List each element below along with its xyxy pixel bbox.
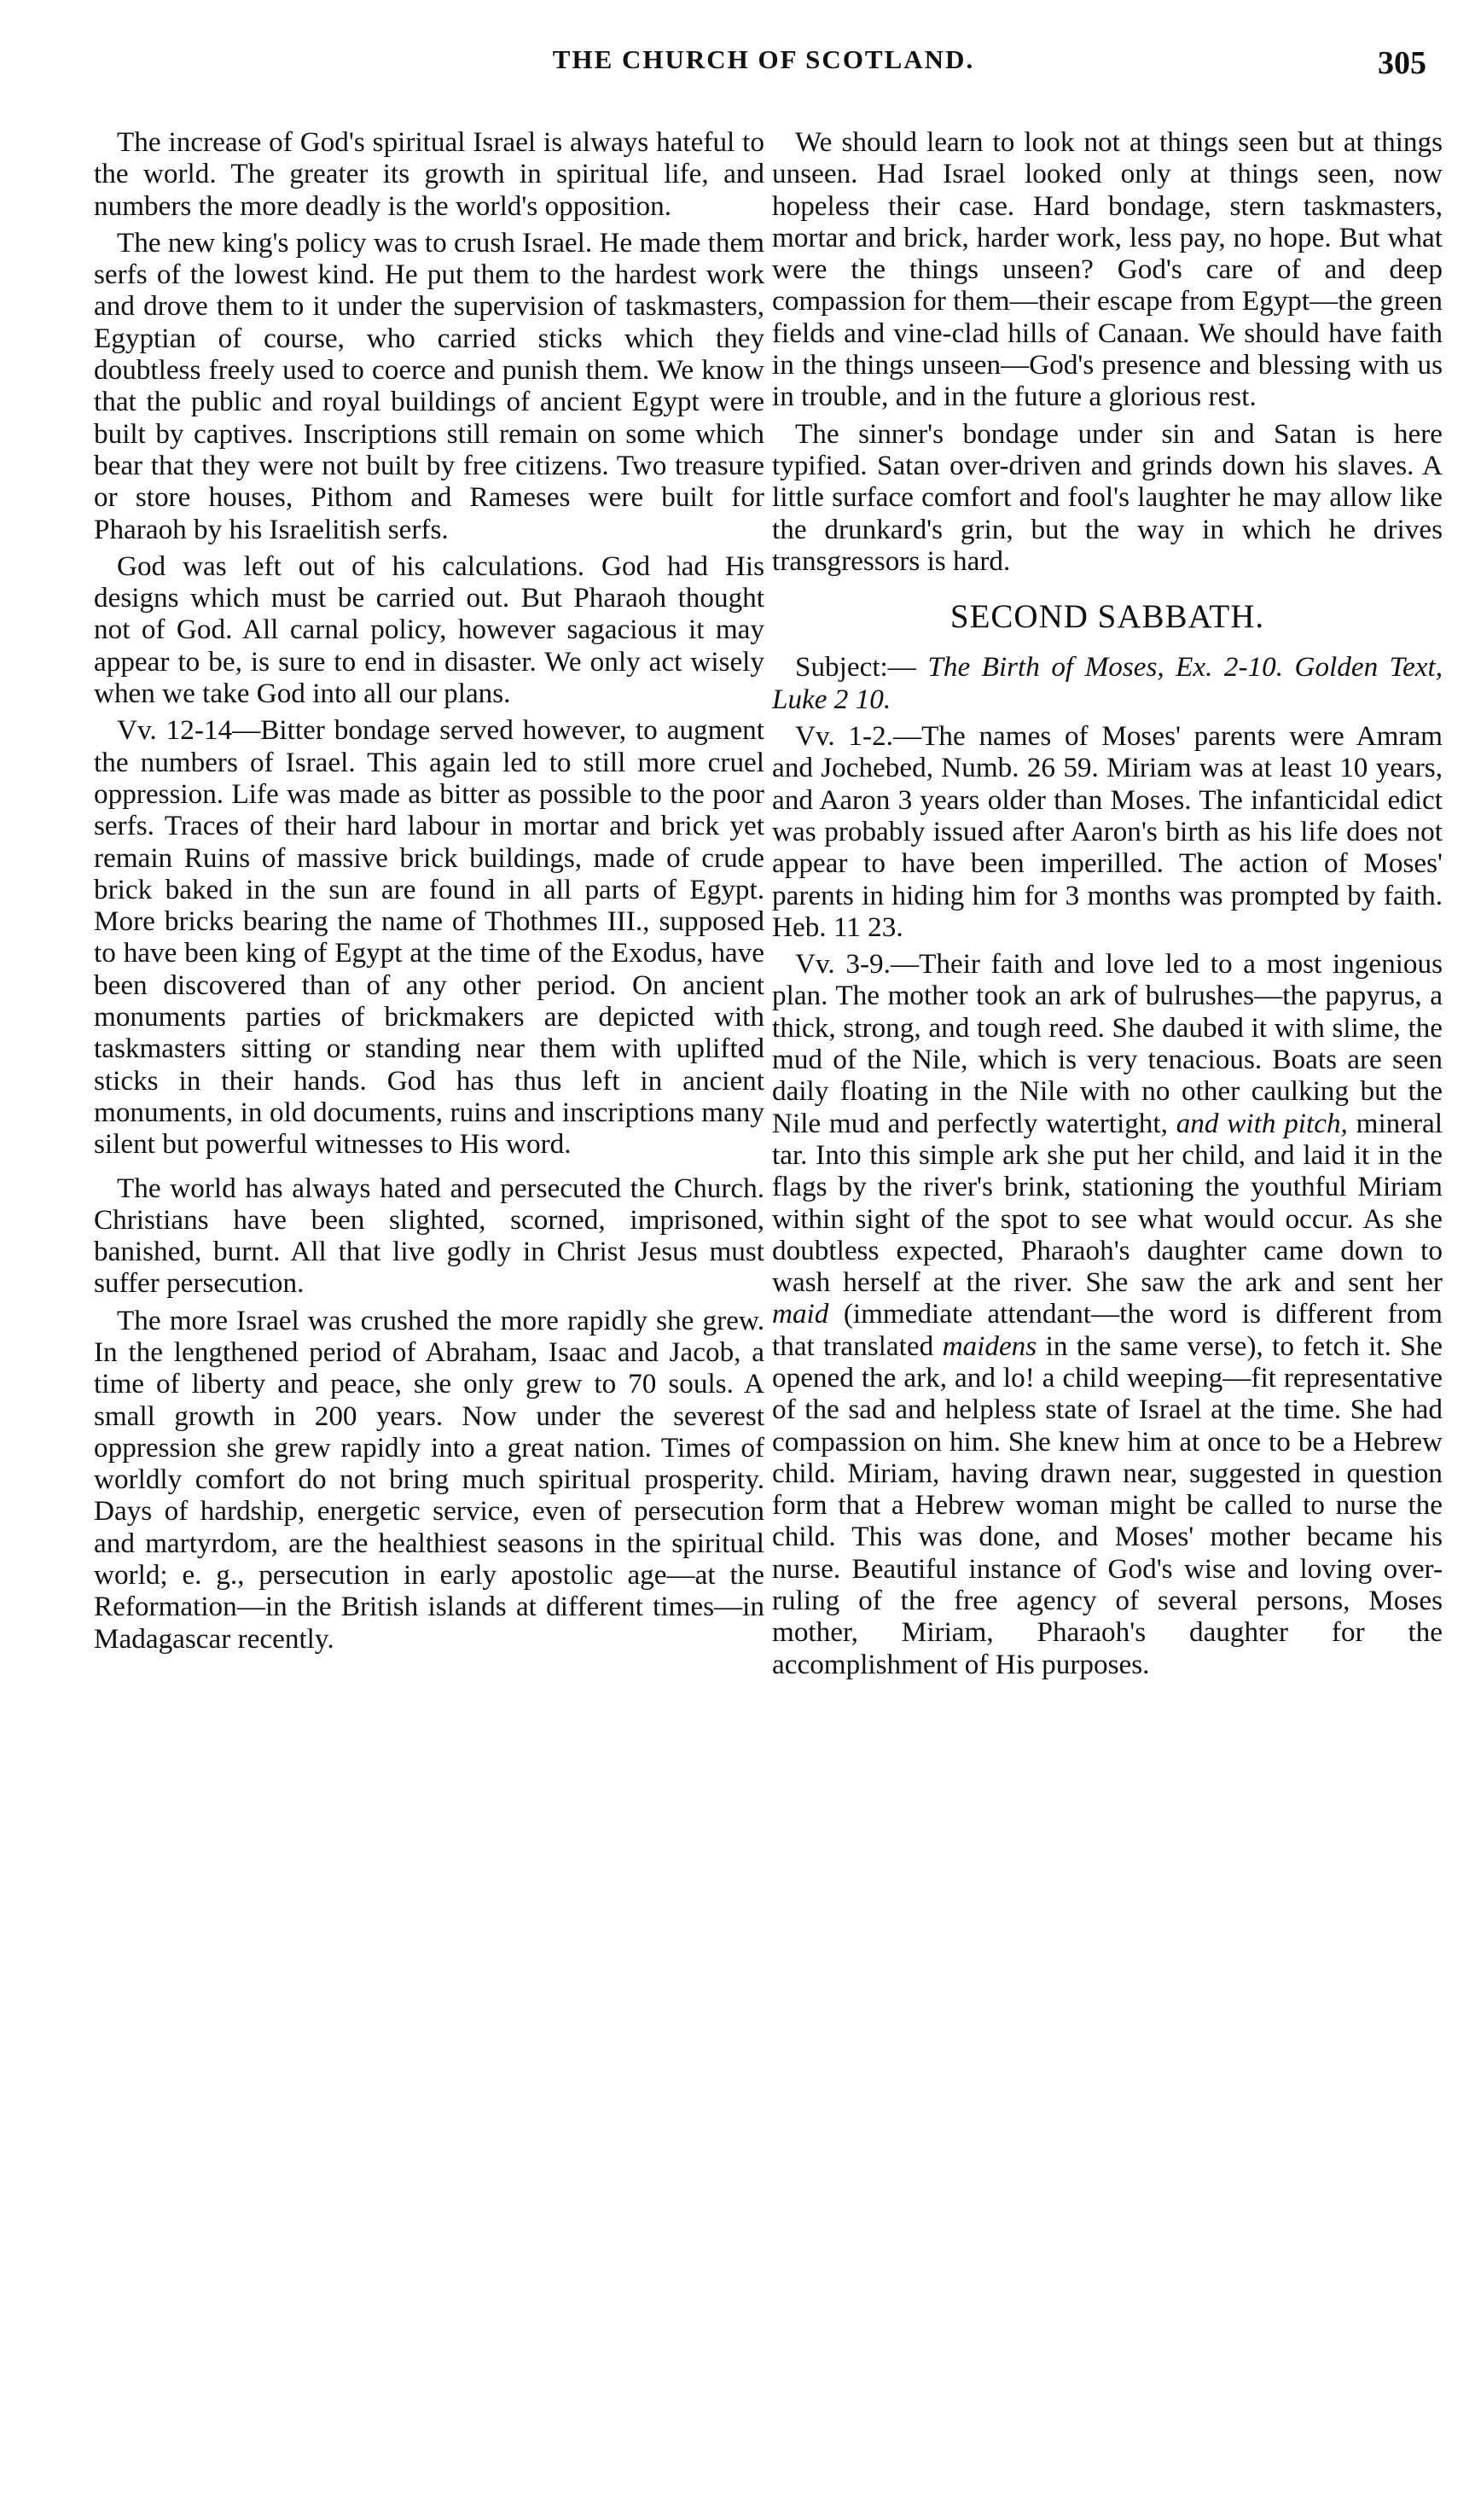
text-run: mineral tar. Into this simple ark she put her child, and laid it in the flags by the river's brink, stationing the youthful Miriam within sight of the spot to see what would occur. As she doubtless expected, Pharaoh's daughter came down to wash herself at the river. She saw the ark and sent her <box>772 1107 1443 1299</box>
text-run: Vv. 3-9.—Their faith and love led to a most ingenious plan. The mother took an ark of bulrushes—the papyrus, a thick, strong, and tough reed. She daubed it with slime, the mud of the Nile, which is very tenacious. Boats are seen daily floating in the Nile with no other caulking but the Nile mud and perfectly watertight, <box>772 948 1443 1139</box>
paragraph: The world has always hated and persecuted the Church. Christians have been slighted, scorned, imprisoned, banished, burnt. All that live godly in Christ Jesus must suffer persecution. <box>94 1172 764 1300</box>
section-heading: SECOND SABBATH. <box>949 598 1265 636</box>
paragraph: The sinner's bondage under sin and Satan is here typified. Satan over-driven and grinds down his slaves. A little surface comfort and fool's laughter he may allow like the drunkard's grin, but the way in which he drives transgressors is hard. <box>772 417 1443 577</box>
subject-label: Subject:— <box>795 651 916 684</box>
paragraph: The more Israel was crushed the more rapidly she grew. In the lengthened period of Abraham, Isaac and Jacob, a time of liberty and peace, she only grew to 70 souls. A small growth in 200 years. Now under the severest oppression she grew rapidly into a great nation. Times of worldly comfort do not bring much spiritual prosperity. Days of hardship, energetic service, even of persecution and martyrdom, are the healthiest seasons in the spiritual world; e. g., persecution in early apostolic age—at the Reformation—in the British islands at different times—in Madagascar recently. <box>94 1304 764 1655</box>
paragraph: We should learn to look not at things seen but at things unseen. Had Israel looked only at things seen, now hopeless their case. Hard bondage, stern taskmasters, mortar and brick, harder work, less pay, no hope. But what were the things unseen? God's care of and deep compassion for them—their escape from Egypt—the green fields and vine-clad hills of Canaan. We should have faith in the things unseen—God's presence and blessing with us in trouble, and in the future a glorious rest. <box>772 126 1443 413</box>
italic-run: maid <box>772 1298 829 1330</box>
paragraph: Vv. 1-2.—The names of Moses' parents were Amram and Jochebed, Numb. 26 59. Miriam was at least 10 years, and Aaron 3 years older than Moses. The infanticidal edict was probably issued after Aaron's birth as his life does not appear to have been imperilled. The action of Moses' parents in hiding him for 3 months was prompted by faith. Heb. 11 23. <box>772 720 1443 943</box>
running-head <box>94 44 1433 87</box>
right-column <box>772 126 1443 1685</box>
paragraph: The new king's policy was to crush Israel. He made them serfs of the lowest kind. He put them to the hardest work and drove them to it under the supervision of taskmasters, Egyptian of course, who carried sticks which they doubtless freely used to coerce and punish them. We know that the public and royal buildings of ancient Egypt were built by captives. Inscriptions still remain on some which bear that they were not built by free citizens. Two treasure or store houses, Pithom and Rameses were built for Pharaoh by his Israelitish serfs. <box>94 226 764 545</box>
text-run: in the same verse), to fetch it. She opened the ark, and lo! a child weeping—fit representative of the sad and helpless state of Israel at the time. She had compassion on him. She knew him at once to be a Hebrew child. Miriam, having drawn near, suggested in question form that a Hebrew woman might be called to nurse the child. This was done, and Moses' mother became his nurse. Beautiful instance of God's wise and loving over-ruling of the free agency of several persons, Moses mother, Miriam, Pharaoh's daughter for the accomplishment of His purposes. <box>772 1330 1443 1680</box>
paragraph: The increase of God's spiritual Israel is always hateful to the world. The greater its growth in spiritual life, and numbers the more deadly is the world's opposition. <box>94 126 764 222</box>
paragraph <box>772 948 1443 1680</box>
left-column <box>94 126 764 1660</box>
paragraph: God was left out of his calculations. God had His designs which must be carried out. But Pharaoh thought not of God. All carnal policy, however sagacious it may appear to be, is sure to end in disaster. We only act wisely when we take God into all our plans. <box>94 550 764 710</box>
golden-text-label: Golden Text, <box>1294 651 1443 684</box>
running-title: THE CHURCH OF SCOTLAND. <box>552 44 975 74</box>
paragraph: Vv. 12-14—Bitter bondage served however, to augment the numbers of Israel. This again led to still more cruel oppression. Life was made as bitter as possible to the poor serfs. Traces of their hard labour in mortar and brick yet remain Ruins of massive brick buildings, made of crude brick baked in the sun are found in all parts of Egypt. More bricks bearing the name of Thothmes III., supposed to have been king of Egypt at the time of the Exodus, have been discovered than of any other period. On ancient monuments parties of brickmakers are depicted with taskmasters sitting or standing near them with uplifted sticks in their hands. God has thus left in ancient monuments, in old documents, ruins and inscriptions many silent but powerful witnesses to His word. <box>94 714 764 1161</box>
subject-title: The Birth of Moses, <box>927 651 1164 684</box>
italic-run: maidens <box>942 1330 1037 1362</box>
text-run: (immediate attendant—the word is different from that translated <box>772 1298 1443 1362</box>
page-number: 305 <box>1378 45 1426 81</box>
lesson-subject <box>772 651 1443 715</box>
italic-run: and with pitch, <box>1176 1107 1348 1139</box>
golden-text-reference: Luke 2 10. <box>772 683 891 715</box>
subject-reference: Ex. 2-10. <box>1176 651 1284 684</box>
